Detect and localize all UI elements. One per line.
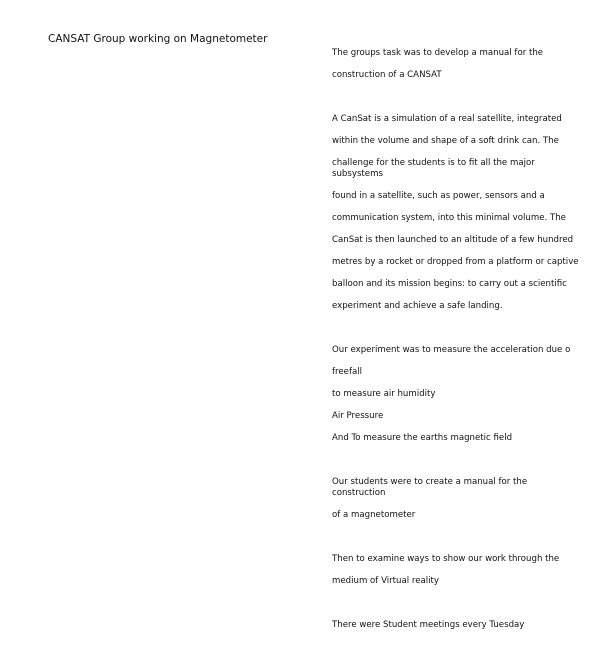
text-line: metres by a rocket or dropped from a platform or captive (332, 257, 579, 267)
text-line: communication system, into this minimal volume. The (332, 213, 566, 223)
text-line: of a magnetometer (332, 510, 416, 520)
text-line: CanSat is then launched to an altitude of a few hundred (332, 235, 574, 245)
text-line: A CanSat is a simulation of a real satellite, integrated (332, 114, 562, 124)
text-line: freefall (332, 367, 363, 377)
paragraph-virtual-reality (332, 543, 582, 598)
paragraph-cansat-description (332, 103, 582, 323)
text-line: Air Pressure (332, 411, 384, 421)
paragraph-meetings (332, 609, 582, 642)
text-line: balloon and its mission begins: to carry out a scientific (332, 279, 567, 289)
text-line: experiment and achieve a safe landing. (332, 301, 503, 311)
paragraph-manual (332, 466, 582, 532)
text-line: construction of a CANSAT (332, 70, 442, 80)
text-line: And To measure the earths magnetic field (332, 433, 513, 443)
text-line: medium of Virtual reality (332, 576, 440, 586)
page-title: CANSAT Group working on Magnetometer (48, 33, 268, 45)
text-line: Then to examine ways to show our work through the (332, 554, 560, 564)
text-line: Our students were to create a manual for the construction (332, 477, 528, 498)
text-line: within the volume and shape of a soft drink can. The (332, 136, 559, 146)
paragraph-experiment (332, 334, 582, 455)
text-line: There were Student meetings every Tuesday (332, 620, 525, 630)
text-line: challenge for the students is to fit all the major subsystems (332, 158, 535, 179)
text-line: to measure air humidity (332, 389, 436, 399)
text-line: Our experiment was to measure the acceleration due o (332, 345, 571, 355)
body-text-column (332, 37, 582, 653)
text-line: found in a satellite, such as power, sensors and a (332, 191, 545, 201)
paragraph-task (332, 37, 582, 92)
text-line: The groups task was to develop a manual for the (332, 48, 544, 58)
